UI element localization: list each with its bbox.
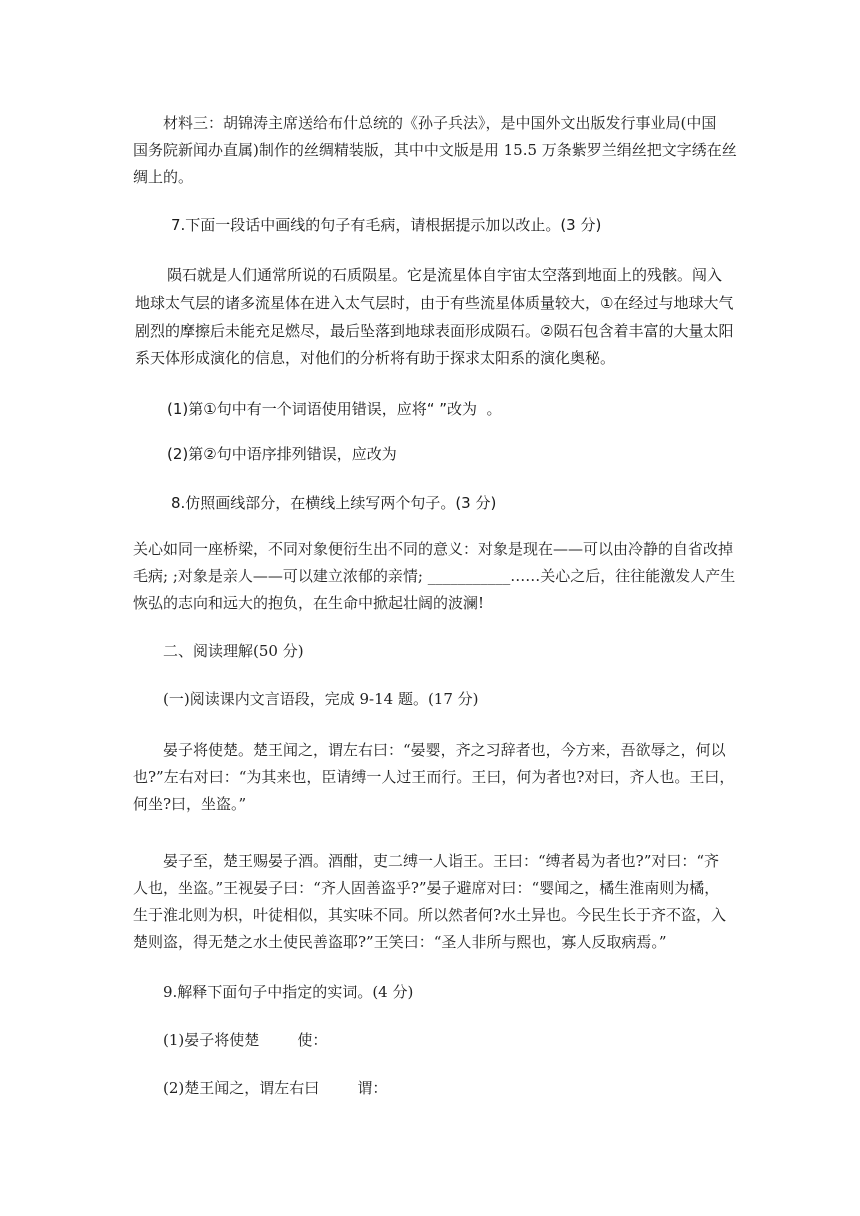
material3-line2: 国务院新闻办直属)制作的丝绸精装版，其中中文版是用 15.5 万条紫罗兰绢丝把文字绣在丝 bbox=[133, 141, 737, 159]
passage-para1-line2: 也?”左右对曰：“为其来也，臣请缚一人过王而行。王曰，何为者也?对曰，齐人也。王曰， bbox=[133, 768, 735, 786]
section2-heading: 二、阅读理解(50 分) bbox=[163, 642, 304, 660]
section2-subheading: (一)阅读课内文言语段，完成 9-14 题。(17 分) bbox=[163, 690, 479, 708]
passage-para2-line1: 晏子至，楚王赐晏子酒。酒酣，吏二缚一人诣王。王曰：“缚者曷为者也?”对曰：“齐 bbox=[163, 852, 720, 870]
q7-title: 7.下面一段话中画线的句子有毛病，请根据提示加以改止。(3 分) bbox=[171, 216, 602, 234]
q7-sub1: (1)第①句中有一个词语使用错误，应将“ ”改为 。 bbox=[167, 400, 502, 418]
passage-para2-line3: 生于淮北则为枳，叶徒相似，其实味不同。所以然者何?水土异也。今民生长于齐不盗，入 bbox=[133, 906, 727, 924]
passage-para2-line2: 人也，坐盗。”王视晏子曰：“齐人固善盗乎?”晏子避席对曰：“婴闻之，橘生淮南则为橘， bbox=[133, 879, 720, 897]
q7-passage-line3: 剧烈的摩擦后未能充足燃尽，最后坠落到地球表面形成陨石。②陨石包含着丰富的大量太阳 bbox=[135, 322, 734, 340]
q7-sub2: (2)第②句中语序排列错误，应改为 bbox=[167, 445, 397, 463]
q9-item1: (1)晏子将使楚 使： bbox=[163, 1031, 328, 1049]
q7-passage-line1: 陨石就是人们通常所说的石质陨星。它是流星体自宇宙太空落到地面上的残骸。闯入 bbox=[167, 266, 723, 284]
q9-title: 9.解释下面句子中指定的实词。(4 分) bbox=[163, 983, 414, 1001]
q8-line3: 恢弘的志向和远大的抱负，在生命中掀起壮阔的波澜! bbox=[133, 594, 485, 612]
q8-title: 8.仿照画线部分，在横线上续写两个句子。(3 分) bbox=[171, 494, 497, 512]
passage-para2-line4: 楚则盗，得无楚之水土使民善盗耶?”王笑曰：“圣人非所与熙也，寡人反取病焉。” bbox=[133, 933, 667, 951]
q9-item2: (2)楚王闻之，谓左右曰 谓： bbox=[163, 1079, 388, 1097]
material3-line1: 材料三：胡锦涛主席送给布什总统的《孙子兵法》，是中国外文出版发行事业局(中国 bbox=[163, 114, 717, 132]
material3-line3: 绸上的。 bbox=[133, 168, 194, 186]
passage-para1-line3: 何坐?曰，坐盗。” bbox=[133, 795, 247, 813]
q8-line2: 毛病; ;对象是亲人——可以建立浓郁的亲情; ___________……关心之后，往往能激发人产生 bbox=[133, 567, 736, 585]
q7-passage-line2: 地球太气层的诸多流星体在进入太气层时，由于有些流星体质量较大，①在经过与地球大气 bbox=[135, 294, 734, 312]
q8-line1: 关心如同一座桥梁，不同对象便衍生出不同的意义：对象是现在——可以由冷静的自省改掉 bbox=[133, 540, 734, 558]
q7-passage-line4: 系天体形成演化的信息，对他们的分析将有助于探求太阳系的演化奥秘。 bbox=[135, 349, 616, 367]
passage-para1-line1: 晏子将使楚。楚王闻之，谓左右曰：“晏婴，齐之习辞者也，今方来，吾欲辱之，何以 bbox=[163, 741, 726, 759]
